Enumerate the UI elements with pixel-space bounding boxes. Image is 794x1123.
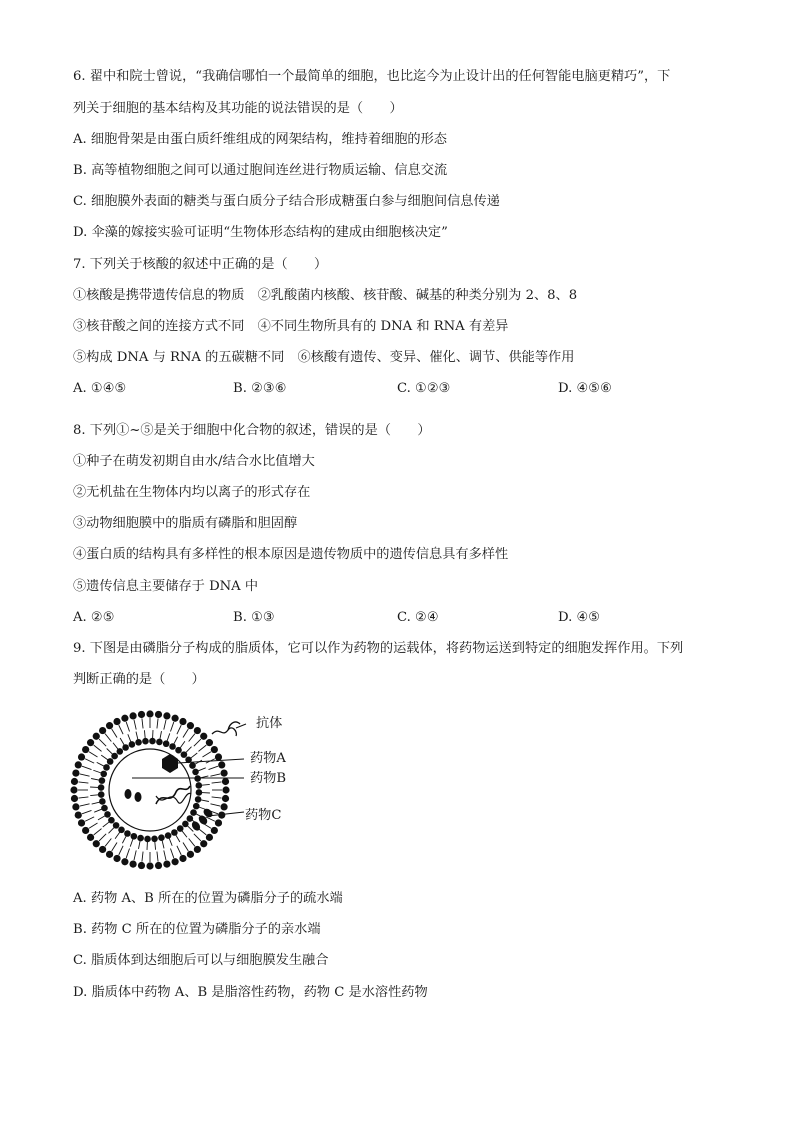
lipid-tail-outer [164,850,166,860]
lipid-head-inner [101,805,108,812]
q8-statement-2: ②无机盐在生物体内均以离子的形式存在 [73,485,311,500]
lipid-tail-inner [136,732,138,740]
q7-statement-1: ①核酸是携带遗传信息的物质 ②乳酸菌内核酸、核苷酸、碱基的种类分别为 2、8、8 [73,288,578,303]
q8-option-d: D. ④⑤ [558,610,601,625]
lipid-head-inner [156,739,163,746]
lipid-head-outer [99,727,106,734]
lipid-tail-inner [115,832,120,839]
lipid-head-inner [165,832,172,839]
drug-a-hexagon [162,754,178,773]
lipid-tail-outer [82,766,91,769]
lipid-head-inner [99,777,106,784]
lipid-tail-inner [191,753,197,758]
lipid-head-inner [149,738,156,745]
lipid-tail-outer [89,823,97,828]
lipid-tail-inner [186,747,192,753]
lipid-tail-outer [170,849,173,858]
lipid-head-inner [189,762,196,769]
lipid-tail-outer [89,752,97,757]
lipid-head-inner [103,764,110,771]
lipid-head-inner [171,829,178,836]
lipid-head-outer [93,840,100,847]
lipid-head-inner [194,775,201,782]
lipid-head-inner [163,740,170,747]
lipid-head-inner [122,744,129,751]
lipid-head-inner [107,758,114,765]
lipid-head-inner [187,815,194,822]
lipid-tail-outer [94,745,102,751]
q8-statement-5: ⑤遗传信息主要储存于 DNA 中 [73,579,259,594]
q6-option-a: A. 细胞骨架是由蛋白质纤维组成的网架结构，维持着细胞的形态 [73,132,447,147]
lipid-head-outer [82,746,89,753]
lipid-head-outer [172,715,179,722]
q7-option-d: D. ④⑤⑥ [558,381,612,396]
lipid-tail-outer [177,725,181,734]
lipid-tail-inner [160,731,162,739]
phospholipid-bilayer [70,710,229,869]
q9-stem-line-1: 9. 下图是由磷脂分子构成的脂质体，它可以作为药物的运载体，将药物运送到特定的细胞发挥作用。下列 [73,641,684,656]
q6-stem-line-2: 列关于细胞的基本结构及其功能的说法错误的是（ ） [73,101,403,116]
lipid-head-outer [146,710,153,717]
lipid-tail-outer [212,797,222,798]
lipid-head-outer [82,827,89,834]
lipid-tail-inner [101,755,108,760]
lipid-tail-outer [80,804,90,806]
lipid-tail-outer [85,817,94,821]
q8-stem: 8. 下列①~⑤是关于细胞中化合物的叙述，错误的是（ ） [73,423,431,438]
lipid-tail-outer [164,720,166,730]
lipid-head-inner [192,769,199,776]
lipid-head-inner [193,803,200,810]
lipid-head-outer [75,812,82,819]
q6-option-d: D. 伞藻的嫁接实验可证明“生物体形态结构的建成由细胞核决定” [73,225,448,240]
lipid-tail-inner [120,738,124,745]
lipid-head-outer [206,834,213,841]
lipid-head-outer [155,862,162,869]
lipid-tail-inner [97,762,104,766]
label-drug-c: 药物C [245,808,282,823]
lipid-tail-outer [198,745,206,751]
inner-core-outline [109,749,191,831]
q7-statement-2: ③核苷酸之间的连接方式不同 ④不同生物所具有的 DNA 和 RNA 有差异 [73,319,509,334]
lipid-head-inner [129,741,136,748]
lipid-head-inner [98,791,105,798]
q9-option-a: A. 药物 A、B 所在的位置为磷脂分子的疏水端 [73,891,343,906]
q7-option-a: A. ①④⑤ [73,381,127,396]
lipid-head-outer [200,840,207,847]
lipid-tail-outer [112,729,117,737]
q6-option-b: B. 高等植物细胞之间可以通过胞间连丝进行物质运输、信息交流 [73,163,448,178]
lipid-tail-outer [194,834,201,841]
lipid-tail-outer [157,852,158,862]
lipid-head-outer [200,733,207,740]
lipid-head-outer [155,711,162,718]
lipid-tail-outer [80,774,90,776]
q7-statement-3: ⑤构成 DNA 与 RNA 的五碳糖不同 ⑥核酸有遗传、变异、催化、调节、供能等作用 [73,350,575,365]
lipid-head-inner [118,827,125,834]
lipid-head-inner [196,789,203,796]
lipid-head-inner [98,784,105,791]
lipid-head-outer [129,712,136,719]
lipid-head-outer [121,715,128,722]
q7-stem: 7. 下列关于核酸的叙述中正确的是（ ） [73,257,328,272]
lipid-head-outer [222,786,229,793]
lipid-tail-outer [105,838,111,846]
lipid-tail-outer [198,829,206,835]
lipid-head-inner [169,743,176,750]
lipid-tail-inner [144,730,145,738]
q7-option-b: B. ②③⑥ [233,381,287,396]
lipid-tail-outer [134,850,136,860]
lipid-tail-inner [201,800,209,802]
lipid-tail-inner [92,802,100,804]
lipid-head-inner [99,798,106,805]
lipid-head-outer [138,711,145,718]
lipid-tail-inner [122,836,126,843]
lipid-head-outer [146,862,153,869]
lipid-head-outer [206,739,213,746]
lipid-tail-inner [103,822,109,827]
lipid-tail-inner [91,779,99,781]
lipid-tail-outer [212,782,222,783]
lipid-tail-outer [142,852,143,862]
lipid-head-inner [124,830,131,837]
lipid-tail-outer [194,739,201,746]
lipid-tail-inner [198,768,205,771]
lipid-head-outer [72,803,79,810]
lipid-head-outer [163,712,170,719]
lipid-head-outer [70,786,77,793]
lipid-head-inner [131,833,138,840]
lipid-tail-outer [134,720,136,730]
lipid-tail-outer [157,718,158,728]
lipid-head-outer [222,795,229,802]
lipid-head-outer [211,827,218,834]
lipid-head-inner [175,747,182,754]
q6-stem-line-1: 6. 翟中和院士曾说，“我确信哪怕一个最简单的细胞，也比迄今为止设计出的任何智能电脑更精巧”，下 [73,69,671,84]
liposome-figure [70,704,300,874]
lipid-head-outer [222,778,229,785]
lipid-tail-outer [94,829,102,835]
lipid-tail-inner [107,748,113,754]
q9-stem-line-2: 判断正确的是（ ） [73,672,205,687]
label-drug-a: 药物A [250,751,286,766]
lipid-tail-outer [99,834,106,841]
lipid-head-inner [190,809,197,816]
lipid-head-inner [104,811,111,818]
lipid-tail-inner [93,770,101,773]
lipid-head-outer [187,722,194,729]
lipid-head-outer [71,778,78,785]
lipid-head-outer [71,795,78,802]
q8-statement-4: ④蛋白质的结构具有多样性的根本原因是遗传物质中的遗传信息具有多样性 [73,547,509,562]
lipid-head-outer [179,855,186,862]
lipid-head-outer [179,718,186,725]
lipid-tail-outer [142,718,143,728]
q6-option-c: C. 细胞膜外表面的糖类与蛋白质分子结合形成糖蛋白参与细胞间信息传递 [73,194,500,209]
lipid-head-outer [218,761,225,768]
lipid-tail-inner [182,831,187,837]
lipid-tail-outer [126,722,129,731]
lipid-head-outer [72,769,79,776]
lipid-head-outer [138,862,145,869]
lipid-tail-outer [82,810,91,813]
lipid-tail-inner [176,835,180,842]
lipid-tail-outer [183,842,188,850]
lipid-head-outer [194,846,201,853]
q9-option-c: C. 脂质体到达细胞后可以与细胞膜发生融合 [73,953,329,968]
lipid-tail-outer [78,782,88,783]
lipid-tail-outer [119,725,123,734]
lipid-head-outer [220,803,227,810]
lipid-head-outer [220,769,227,776]
lipid-head-outer [215,819,222,826]
label-drug-b: 药物B [250,771,287,786]
lipid-head-outer [163,860,170,867]
lipid-tail-outer [99,739,106,746]
lipid-tail-inner [90,795,98,796]
lipid-head-outer [87,834,94,841]
lipid-head-inner [158,834,165,841]
q8-option-b: B. ①③ [233,610,275,625]
lipid-tail-inner [169,838,172,845]
lipid-head-outer [211,746,218,753]
drug-b-particle [125,789,132,799]
lipid-head-outer [93,733,100,740]
antibody-shape [212,722,246,736]
lipid-tail-inner [130,839,133,847]
lipid-tail-inner [202,784,210,785]
lipid-tail-inner [174,737,178,744]
lipid-tail-outer [189,838,195,846]
lipid-head-outer [215,753,222,760]
lipid-tail-inner [98,816,105,820]
lipid-tail-outer [209,766,218,769]
q8-statement-1: ①种子在萌发初期自由水/结合水比值增大 [73,454,315,469]
dna-helix-icon [156,786,191,804]
lipid-head-outer [87,739,94,746]
lipid-head-outer [75,761,82,768]
lipid-tail-inner [108,828,114,834]
drug-b-particle [135,792,142,802]
q8-statement-3: ③动物细胞膜中的脂质有磷脂和胆固醇 [73,516,298,531]
lipid-tail-inner [139,841,141,849]
lipid-head-outer [106,851,113,858]
lipid-tail-outer [210,774,220,776]
lipid-tail-outer [177,846,181,855]
lipid-tail-outer [206,817,215,821]
lipid-tail-outer [105,734,111,742]
lipid-head-inner [151,835,158,842]
lipid-head-outer [99,846,106,853]
lipid-tail-outer [112,842,117,850]
lipid-tail-inner [167,733,170,741]
lipid-tail-outer [126,849,129,858]
lipid-head-inner [135,739,142,746]
label-antibody: 抗体 [256,716,283,731]
lipid-tail-outer [170,722,173,731]
q7-option-c: C. ①②③ [397,381,451,396]
lipid-tail-inner [113,743,118,749]
lipid-tail-outer [78,797,88,798]
lipid-head-outer [78,753,85,760]
lipid-tail-outer [183,729,188,737]
lipid-head-inner [195,796,202,803]
lipid-head-outer [129,860,136,867]
lipid-head-outer [187,851,194,858]
lipid-head-outer [172,858,179,865]
lipid-tail-inner [94,809,101,812]
lipid-head-outer [106,722,113,729]
q9-option-b: B. 药物 C 所在的位置为磷脂分子的亲水端 [73,922,321,937]
lipid-head-outer [194,727,201,734]
lipid-tail-outer [202,752,210,757]
lipid-head-outer [121,858,128,865]
lipid-head-outer [113,855,120,862]
lipid-tail-outer [85,759,94,763]
lipid-head-inner [100,771,107,778]
q8-option-c: C. ②④ [397,610,439,625]
lipid-tail-outer [189,734,195,742]
lipid-tail-inner [155,842,156,850]
lipid-tail-inner [162,841,164,849]
q8-option-a: A. ②⑤ [73,610,115,625]
lipid-tail-inner [180,741,185,748]
lipid-head-inner [195,782,202,789]
lipid-head-outer [78,819,85,826]
lipid-head-inner [137,835,144,842]
q9-option-d: D. 脂质体中药物 A、B 是脂溶性药物，药物 C 是水溶性药物 [73,985,428,1000]
lipid-tail-inner [128,734,131,741]
lipid-head-inner [144,836,151,843]
lipid-head-inner [142,738,149,745]
lipid-tail-outer [119,846,123,855]
lipid-tail-outer [210,804,220,806]
lipid-head-outer [113,718,120,725]
